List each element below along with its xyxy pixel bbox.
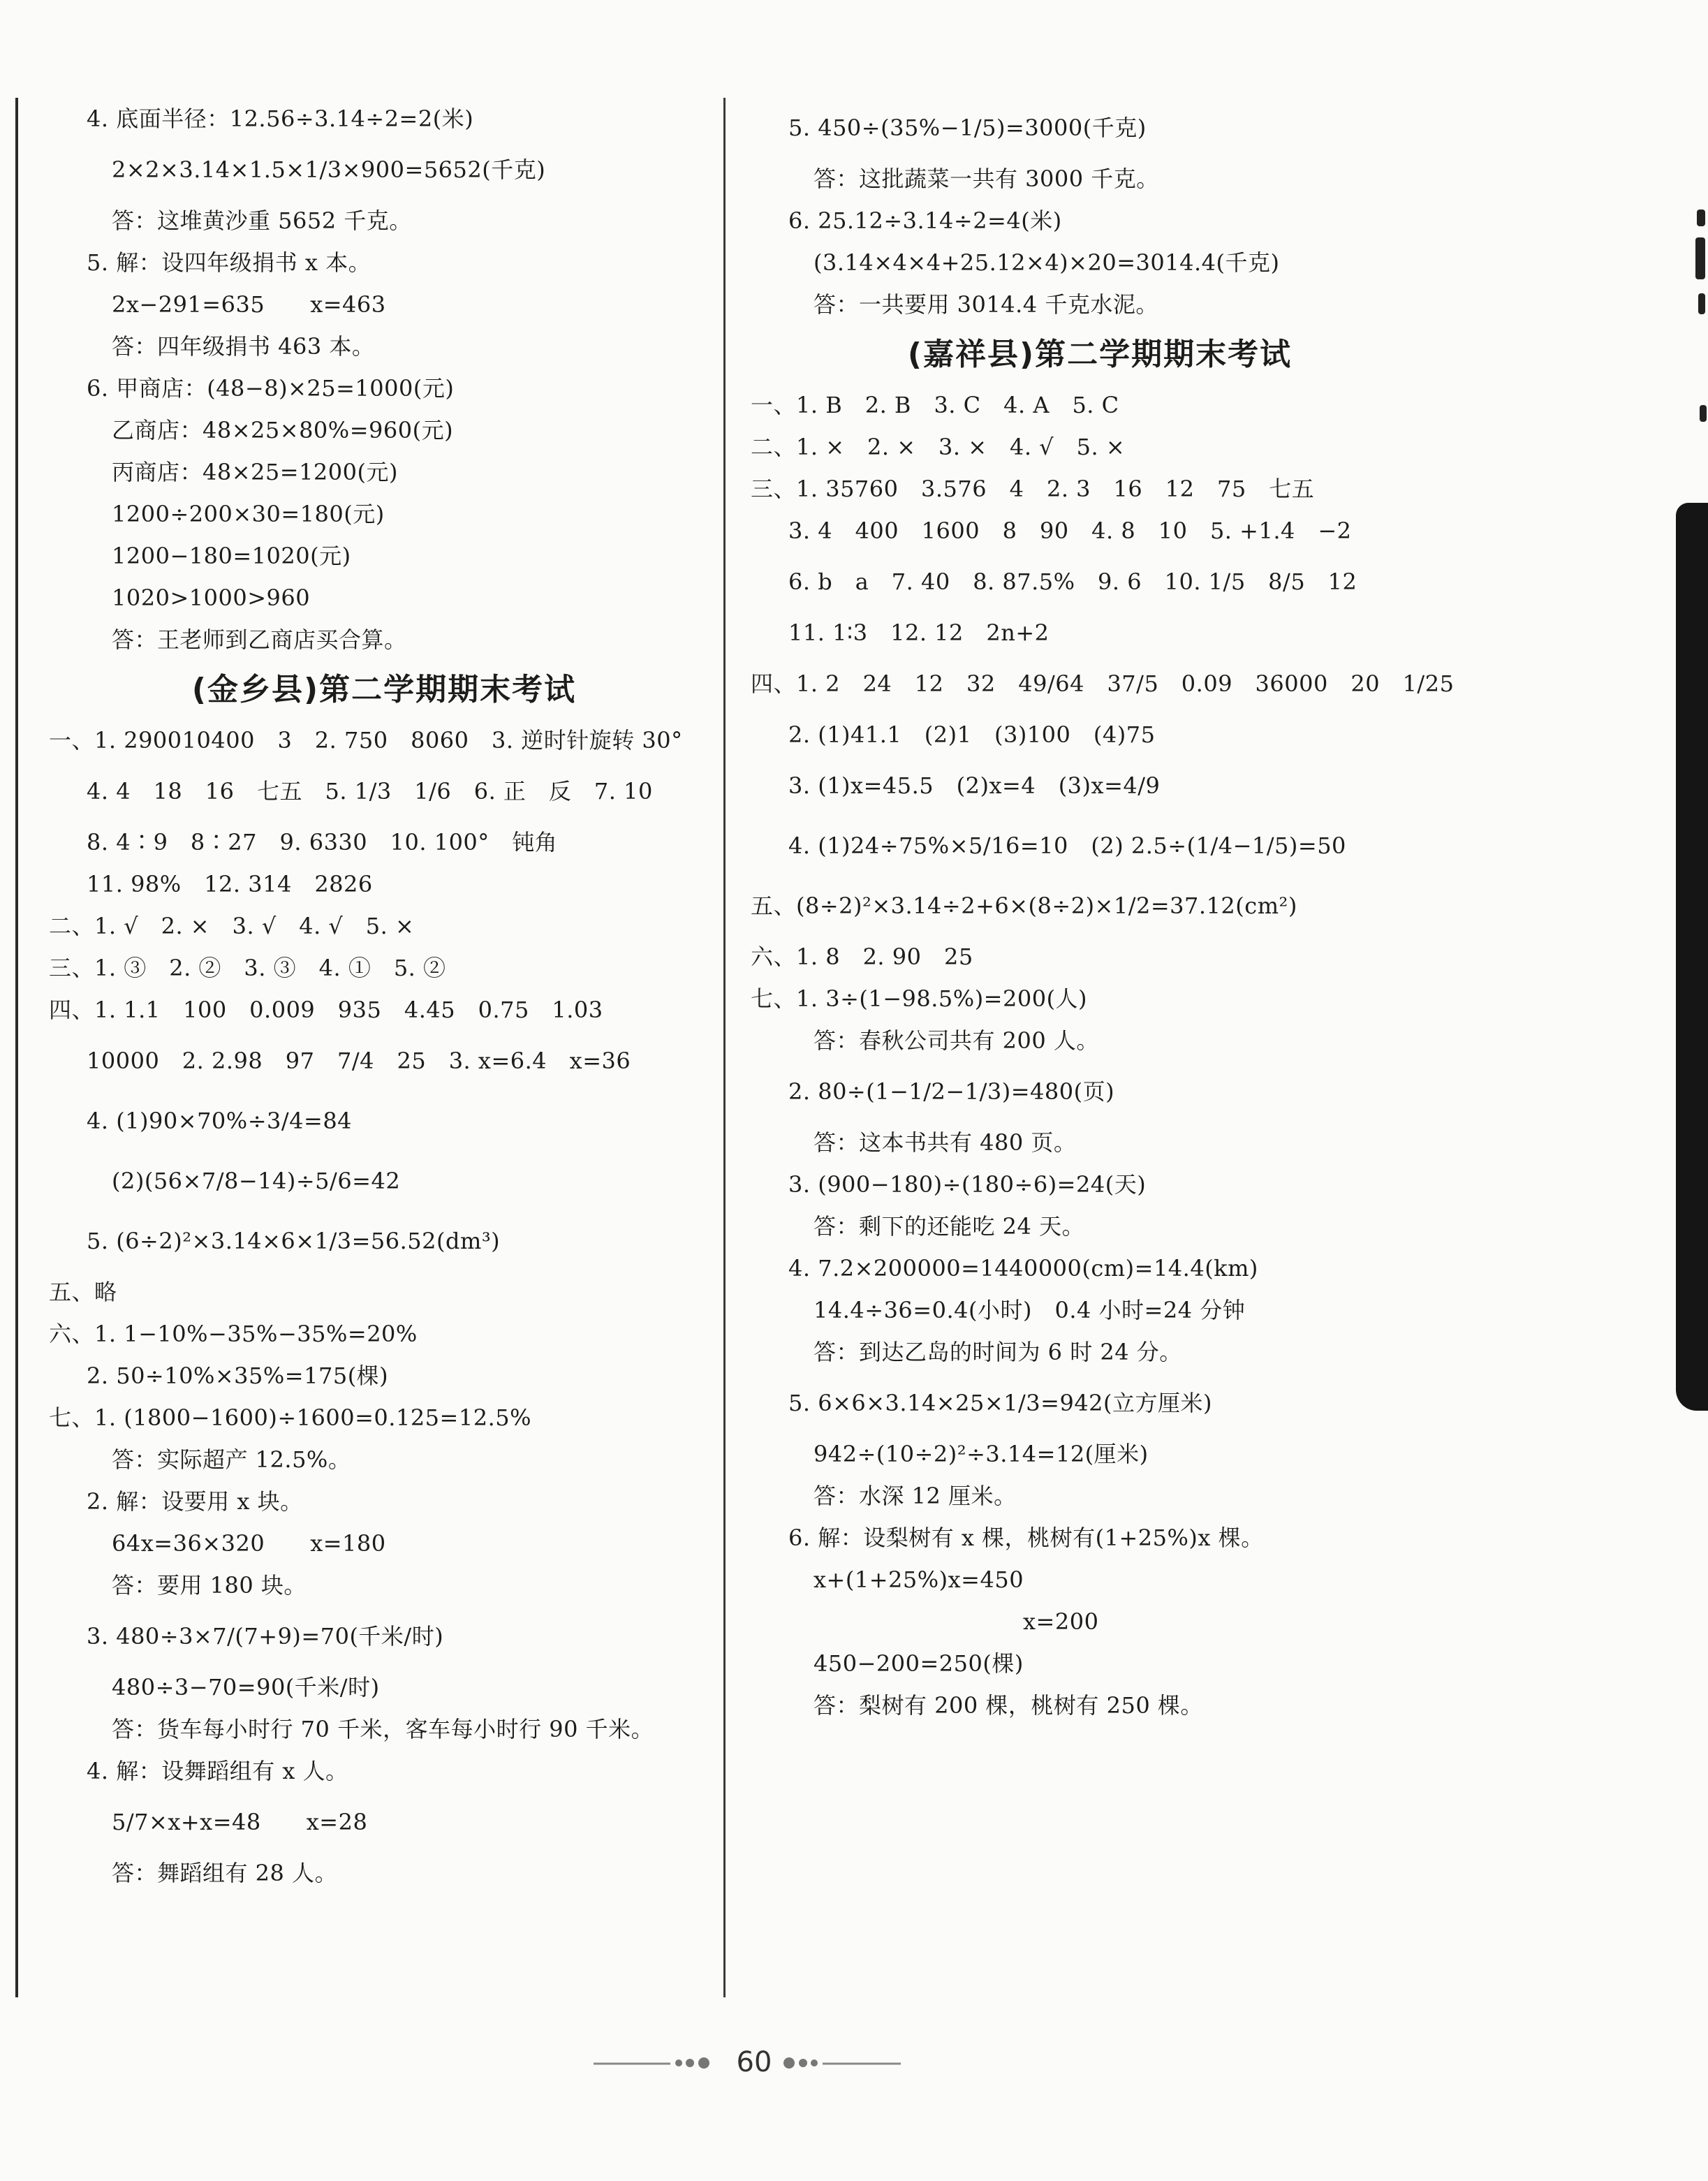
answer-line: 丙商店：48×25=1200(元) xyxy=(112,459,398,485)
right-column xyxy=(751,98,1455,1726)
answer-line: x=200 xyxy=(1023,1608,1099,1635)
answer-line: 4. (1)90×70%÷3/4=84 xyxy=(87,1108,353,1134)
answer-line: 4. 4 18 16 七五 5. 1/3 1/6 6. 正 反 7. 10 xyxy=(87,778,653,805)
footer-decoration-right xyxy=(782,2057,901,2069)
answer-line: 942÷(10÷2)²÷3.14=12(厘米) xyxy=(813,1441,1149,1467)
left-column xyxy=(49,98,719,1894)
answer-line: 2. 80÷(1−1/2−1/3)=480(页) xyxy=(788,1078,1115,1105)
answer-line: 答：这堆黄沙重 5652 千克。 xyxy=(112,207,412,234)
answer-line: 5. 解：设四年级捐书 x 本。 xyxy=(87,249,371,276)
answer-line: 七、1. (1800−1600)÷1600=0.125=12.5% xyxy=(49,1404,532,1431)
answer-line: 答：舞蹈组有 28 人。 xyxy=(112,1860,338,1886)
answer-line: 2. 50÷10%×35%=175(棵) xyxy=(87,1363,389,1389)
answer-line: 答：水深 12 厘米。 xyxy=(813,1483,1017,1509)
answer-line: 6. 甲商店：(48−8)×25=1000(元) xyxy=(87,375,455,402)
answer-line: 四、1. 2 24 12 32 49/64 37/5 0.09 36000 20 1/25 xyxy=(751,670,1455,697)
answer-line: 6. 解：设梨树有 x 棵，桃树有(1+25%)x 棵。 xyxy=(788,1525,1264,1551)
answer-line: 5/7×x+x=48 x=28 xyxy=(112,1809,368,1835)
section-title: (嘉祥县)第二学期期末考试 xyxy=(907,337,1293,372)
answer-line: 答：实际超产 12.5%。 xyxy=(112,1446,351,1473)
scan-speck xyxy=(1700,405,1707,422)
answer-line: 答：四年级捐书 463 本。 xyxy=(112,333,375,360)
answer-line: x+(1+25%)x=450 xyxy=(813,1566,1024,1593)
answer-line: 答：这本书共有 480 页。 xyxy=(813,1129,1077,1156)
answer-line: 6. b a 7. 40 8. 87.5% 9. 6 10. 1/5 8/5 12 xyxy=(788,568,1357,595)
answer-line: 答：要用 180 块。 xyxy=(112,1572,307,1599)
answer-line: 二、1. × 2. × 3. × 4. √ 5. × xyxy=(751,434,1126,460)
footer-decoration-left xyxy=(594,2057,712,2069)
answer-line: 3. (900−180)÷(180÷6)=24(天) xyxy=(788,1171,1147,1198)
answer-line: 五、(8÷2)²×3.14÷2+6×(8÷2)×1/2=37.12(cm²) xyxy=(751,893,1297,919)
answer-line: 乙商店：48×25×80%=960(元) xyxy=(112,417,454,443)
answer-line: 10000 2. 2.98 97 7/4 25 3. x=6.4 x=36 xyxy=(87,1048,631,1074)
page-edge-line xyxy=(15,98,18,1997)
answer-line: (2)(56×7/8−14)÷5/6=42 xyxy=(112,1168,401,1194)
answer-line: 三、1. 35760 3.576 4 2. 3 16 12 75 七五 xyxy=(751,476,1315,502)
answer-line: 七、1. 3÷(1−98.5%)=200(人) xyxy=(751,985,1088,1012)
answer-line: 2x−291=635 x=463 xyxy=(112,291,386,318)
answer-line: 六、1. 1−10%−35%−35%=20% xyxy=(49,1321,418,1347)
answer-line: 450−200=250(棵) xyxy=(813,1650,1024,1677)
answer-line: 四、1. 1.1 100 0.009 935 4.45 0.75 1.03 xyxy=(49,997,603,1023)
answer-line: 1200−180=1020(元) xyxy=(112,543,351,569)
answer-line: 4. 底面半径：12.56÷3.14÷2=2(米) xyxy=(87,105,474,132)
answer-line: 5. 450÷(35%−1/5)=3000(千克) xyxy=(788,115,1147,141)
answer-line: 二、1. √ 2. × 3. √ 4. √ 5. × xyxy=(49,913,415,939)
scan-speck xyxy=(1698,293,1705,314)
answer-line: 一、1. B 2. B 3. C 4. A 5. C xyxy=(751,392,1119,418)
scan-speck xyxy=(1695,237,1705,279)
answer-line: 答：梨树有 200 棵，桃树有 250 棵。 xyxy=(813,1692,1203,1719)
answer-line: 答：剩下的还能吃 24 天。 xyxy=(813,1213,1085,1240)
answer-line: 5. 6×6×3.14×25×1/3=942(立方厘米) xyxy=(788,1390,1213,1416)
answer-line: 2. 解：设要用 x 块。 xyxy=(87,1488,303,1515)
answer-line: 64x=36×320 x=180 xyxy=(112,1530,386,1557)
answer-line: 480÷3−70=90(千米/时) xyxy=(112,1674,380,1701)
answer-line: 一、1. 290010400 3 2. 750 8060 3. 逆时针旋转 30° xyxy=(49,727,683,754)
answer-line: 三、1. ③ 2. ② 3. ③ 4. ① 5. ② xyxy=(49,955,446,981)
answer-line: 五、略 xyxy=(49,1279,117,1305)
answer-line: 3. (1)x=45.5 (2)x=4 (3)x=4/9 xyxy=(788,772,1161,799)
answer-line: 4. 7.2×200000=1440000(cm)=14.4(km) xyxy=(788,1255,1258,1282)
scan-speck xyxy=(1697,210,1705,226)
answer-line: 3. 4 400 1600 8 90 4. 8 10 5. +1.4 −2 xyxy=(788,517,1352,544)
answer-line: 1200÷200×30=180(元) xyxy=(112,501,385,527)
answer-line: 答：到达乙岛的时间为 6 时 24 分。 xyxy=(813,1339,1182,1365)
answer-line: 5. (6÷2)²×3.14×6×1/3=56.52(dm³) xyxy=(87,1228,501,1254)
answer-line: 4. (1)24÷75%×5/16=10 (2) 2.5÷(1/4−1/5)=50 xyxy=(788,832,1346,859)
answer-line: 答：这批蔬菜一共有 3000 千克。 xyxy=(813,166,1159,192)
answer-line: 答：春秋公司共有 200 人。 xyxy=(813,1027,1099,1054)
answer-line: 六、1. 8 2. 90 25 xyxy=(751,943,973,970)
scan-ink-artifact xyxy=(1676,503,1708,1411)
answer-line: 答：一共要用 3014.4 千克水泥。 xyxy=(813,291,1158,318)
answer-line: 11. 98% 12. 314 2826 xyxy=(87,871,373,897)
answer-line: 答：王老师到乙商店买合算。 xyxy=(112,626,407,653)
answer-line: 4. 解：设舞蹈组有 x 人。 xyxy=(87,1758,348,1784)
column-divider xyxy=(723,98,726,1997)
answer-line: 8. 4∶9 8∶27 9. 6330 10. 100° 钝角 xyxy=(87,829,558,855)
answer-line: 14.4÷36=0.4(小时) 0.4 小时=24 分钟 xyxy=(813,1297,1246,1323)
answer-line: 2×2×3.14×1.5×1/3×900=5652(千克) xyxy=(112,156,546,183)
answer-line: 11. 1∶3 12. 12 2n+2 xyxy=(788,619,1050,646)
answer-line: 答：货车每小时行 70 千米，客车每小时行 90 千米。 xyxy=(112,1716,654,1742)
answer-line: 2. (1)41.1 (2)1 (3)100 (4)75 xyxy=(788,721,1156,748)
answer-line: 1020>1000>960 xyxy=(112,585,311,611)
section-title: (金乡县)第二学期期末考试 xyxy=(191,672,577,707)
page-number: 60 xyxy=(736,2046,772,2078)
answer-line: 6. 25.12÷3.14÷2=4(米) xyxy=(788,207,1062,234)
answer-line: (3.14×4×4+25.12×4)×20=3014.4(千克) xyxy=(813,249,1280,276)
answer-line: 3. 480÷3×7/(7+9)=70(千米/时) xyxy=(87,1623,444,1650)
